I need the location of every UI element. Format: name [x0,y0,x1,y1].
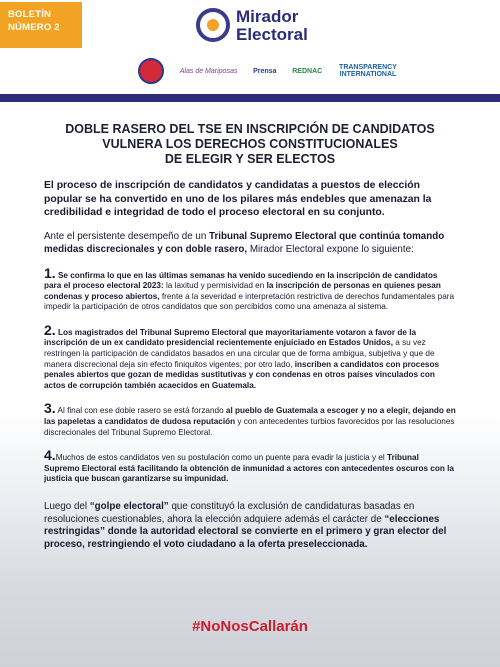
closing-text-c: que constituyó la exclusión de candidaturas basadas en resoluciones cuestionables, ahora la elección adquiere además el carácter de [44,501,415,525]
item-text1: la laxitud y permisividad en [163,281,267,291]
list-item [44,321,456,392]
item-number: 2. [44,321,56,338]
closing-paragraph [44,501,456,551]
list-item [44,400,456,438]
lead-text-c: Mirador Electoral expone lo siguiente: [247,243,414,255]
list-item [44,264,456,313]
closing-text-b: “golpe electoral” [89,501,169,512]
title-line1: DOBLE RASERO DEL TSE EN INSCRIPCIÓN DE CANDIDATOS [65,122,435,136]
item-text1: Al final con ese doble rasero se está forzando [55,406,226,416]
item-bold1: Los magistrados del Tribunal Supremo Electoral que mayoritariamente votaron a favor de la inscripción de un ex candidato presidencial recientemente enjuiciado en Estados Unidos, [44,327,417,348]
list-item [44,447,456,485]
item-text1: Muchos de estos candidatos ven su postulación como un puente para evadir la justicia y el [55,453,388,463]
lead-text-b: Tribunal Supremo Electoral que continúa tomando medidas discrecionales y con doble rasero, [44,230,445,255]
partner-logo-alas: Alas de Mariposas [179,67,238,75]
item-bold2: inscriben a candidatos con procesos penales abiertos que gozan de medidas sustitutivas y con condenas en otros países vinculados con actos de corrupción también acaecidos en Guatemala. [44,359,440,390]
page-title [44,122,456,167]
item-bold1: Se confirma lo que en las últimas semanas ha venido sucediendo en la inscripción de candidatos para el proceso electoral 2023: [44,270,438,291]
item-number: 4. [44,447,56,464]
item-bold2: Tribunal Supremo Electoral está facilitando la obtención de inmunidad a actores con antecedentes oscuros con la justicia que buscan garantizarse su impunidad. [44,453,454,484]
item-number: 1. [44,264,56,281]
partner-logo-prensa: Prensa [253,67,277,75]
main-content [44,122,456,551]
intro-paragraph: El proceso de inscripción de candidatos y candidatas a puestos de elección popular se ha convertido en uno de los pilares más endebles que amenazan la credibilidad e integridad de todo el proceso electoral en su conjunto. [44,180,432,218]
partner-logos [138,54,398,88]
badge-line1: BOLETÍN [8,9,52,20]
item-bold2: al pueblo de Guatemala a escoger y no a elegir, dejando en las papeletas a candidatos de dudosa reputación [44,406,456,427]
title-line2: VULNERA LOS DERECHOS CONSTITUCIONALES [102,137,398,151]
closing-text-a: Luego del [44,501,90,512]
hashtag: #NoNosCallarán [192,618,308,635]
mirador-electoral-logo [196,8,366,48]
item-number: 3. [44,400,56,417]
logo-line1: Mirador [236,7,299,26]
partner-logo-rednac: REDNAC [292,67,323,75]
item-text1: a su vez restringen la participación de candidatos basados en una circular que de forma ambigua, subjetiva y que de manera discrecional deja sin efecto finiquitos vigentes; por otro lado, [44,338,435,369]
eye-logo-icon [196,8,230,42]
bulletin-badge [0,2,82,48]
partner-logo-transparency: TRANSPARENCY INTERNATIONAL [339,64,397,78]
item-bold2: la inscripción de personas en quienes pesan condenas y proceso abiertos, [44,281,441,301]
logo-text [236,8,308,44]
partner-seal-icon [138,58,164,84]
header-divider [0,94,500,102]
item-text2: y con antecedentes turbios favorecidos por las resoluciones discrecionales del Tribunal Supremo Electoral. [44,417,455,437]
badge-line2: NÚMERO 2 [8,22,60,33]
header [0,0,500,90]
title-line3: DE ELEGIR Y SER ELECTOS [164,152,336,166]
item-text2: frente a la severidad e interpretación restrictiva de derechos fundamentales para impedir la participación de otros candidatos que son percibidos como una amenaza al sistema. [44,291,455,312]
logo-line2: Electoral [236,25,308,44]
lead-paragraph [44,230,456,256]
lead-text-a: Ante el persistente desempeño de un [44,230,210,242]
closing-text-d: “elecciones restringidas” donde la autoridad electoral se convierte en el primero y gran elector del proceso, restringiendo el voto ciudadano a la oferta preseleccionada. [44,513,447,550]
